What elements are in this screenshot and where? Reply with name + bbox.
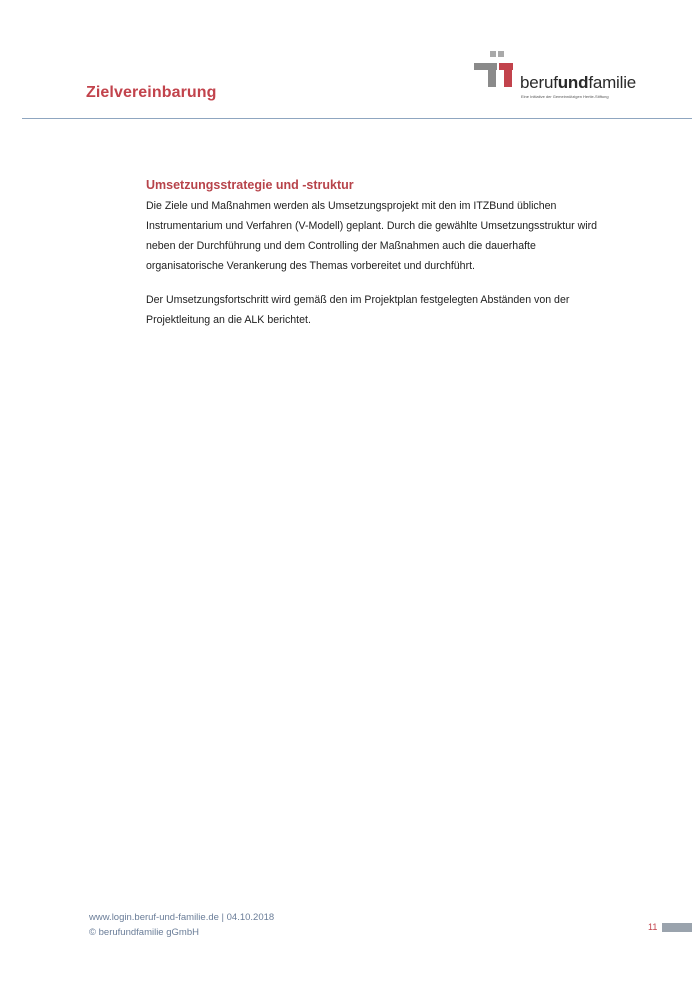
logo-tagline: Eine Initiative der Gemeinnützigen Hertie-Stiftung [521,94,609,99]
page-number: 11 [648,922,658,932]
logo-mark-icon [474,50,518,90]
header-divider [22,118,692,119]
footer [89,910,274,940]
footer-url-date: www.login.beruf-und-familie.de | 04.10.2018 [89,912,275,923]
section-heading: Umsetzungsstrategie und -struktur [146,178,354,192]
footer-copyright: © berufundfamilie gGmbH [89,927,199,938]
berufundfamilie-logo [474,50,674,104]
content-section [146,178,606,344]
logo-wordmark: berufundfamilie [520,73,637,92]
page-title: Zielvereinbarung [86,84,217,101]
page-number-tab [662,923,692,932]
paragraph-progress: Der Umsetzungsfortschritt wird gemäß den im Projektplan festgelegten Abständen von der Projektleitung an die ALK berichtet. [146,294,570,326]
paragraph-strategy: Die Ziele und Maßnahmen werden als Umsetzungsprojekt mit den im ITZBund üblichen Instrumentarium und Verfahren (V-Modell) geplant. Durch die gewählte Umsetzungsstruktur wird neben der Durchführung und dem Controlling der Maßnahmen auch die dauerhafte organisatorische Verankerung des Themas vorbereitet und durchführt. [146,200,598,272]
